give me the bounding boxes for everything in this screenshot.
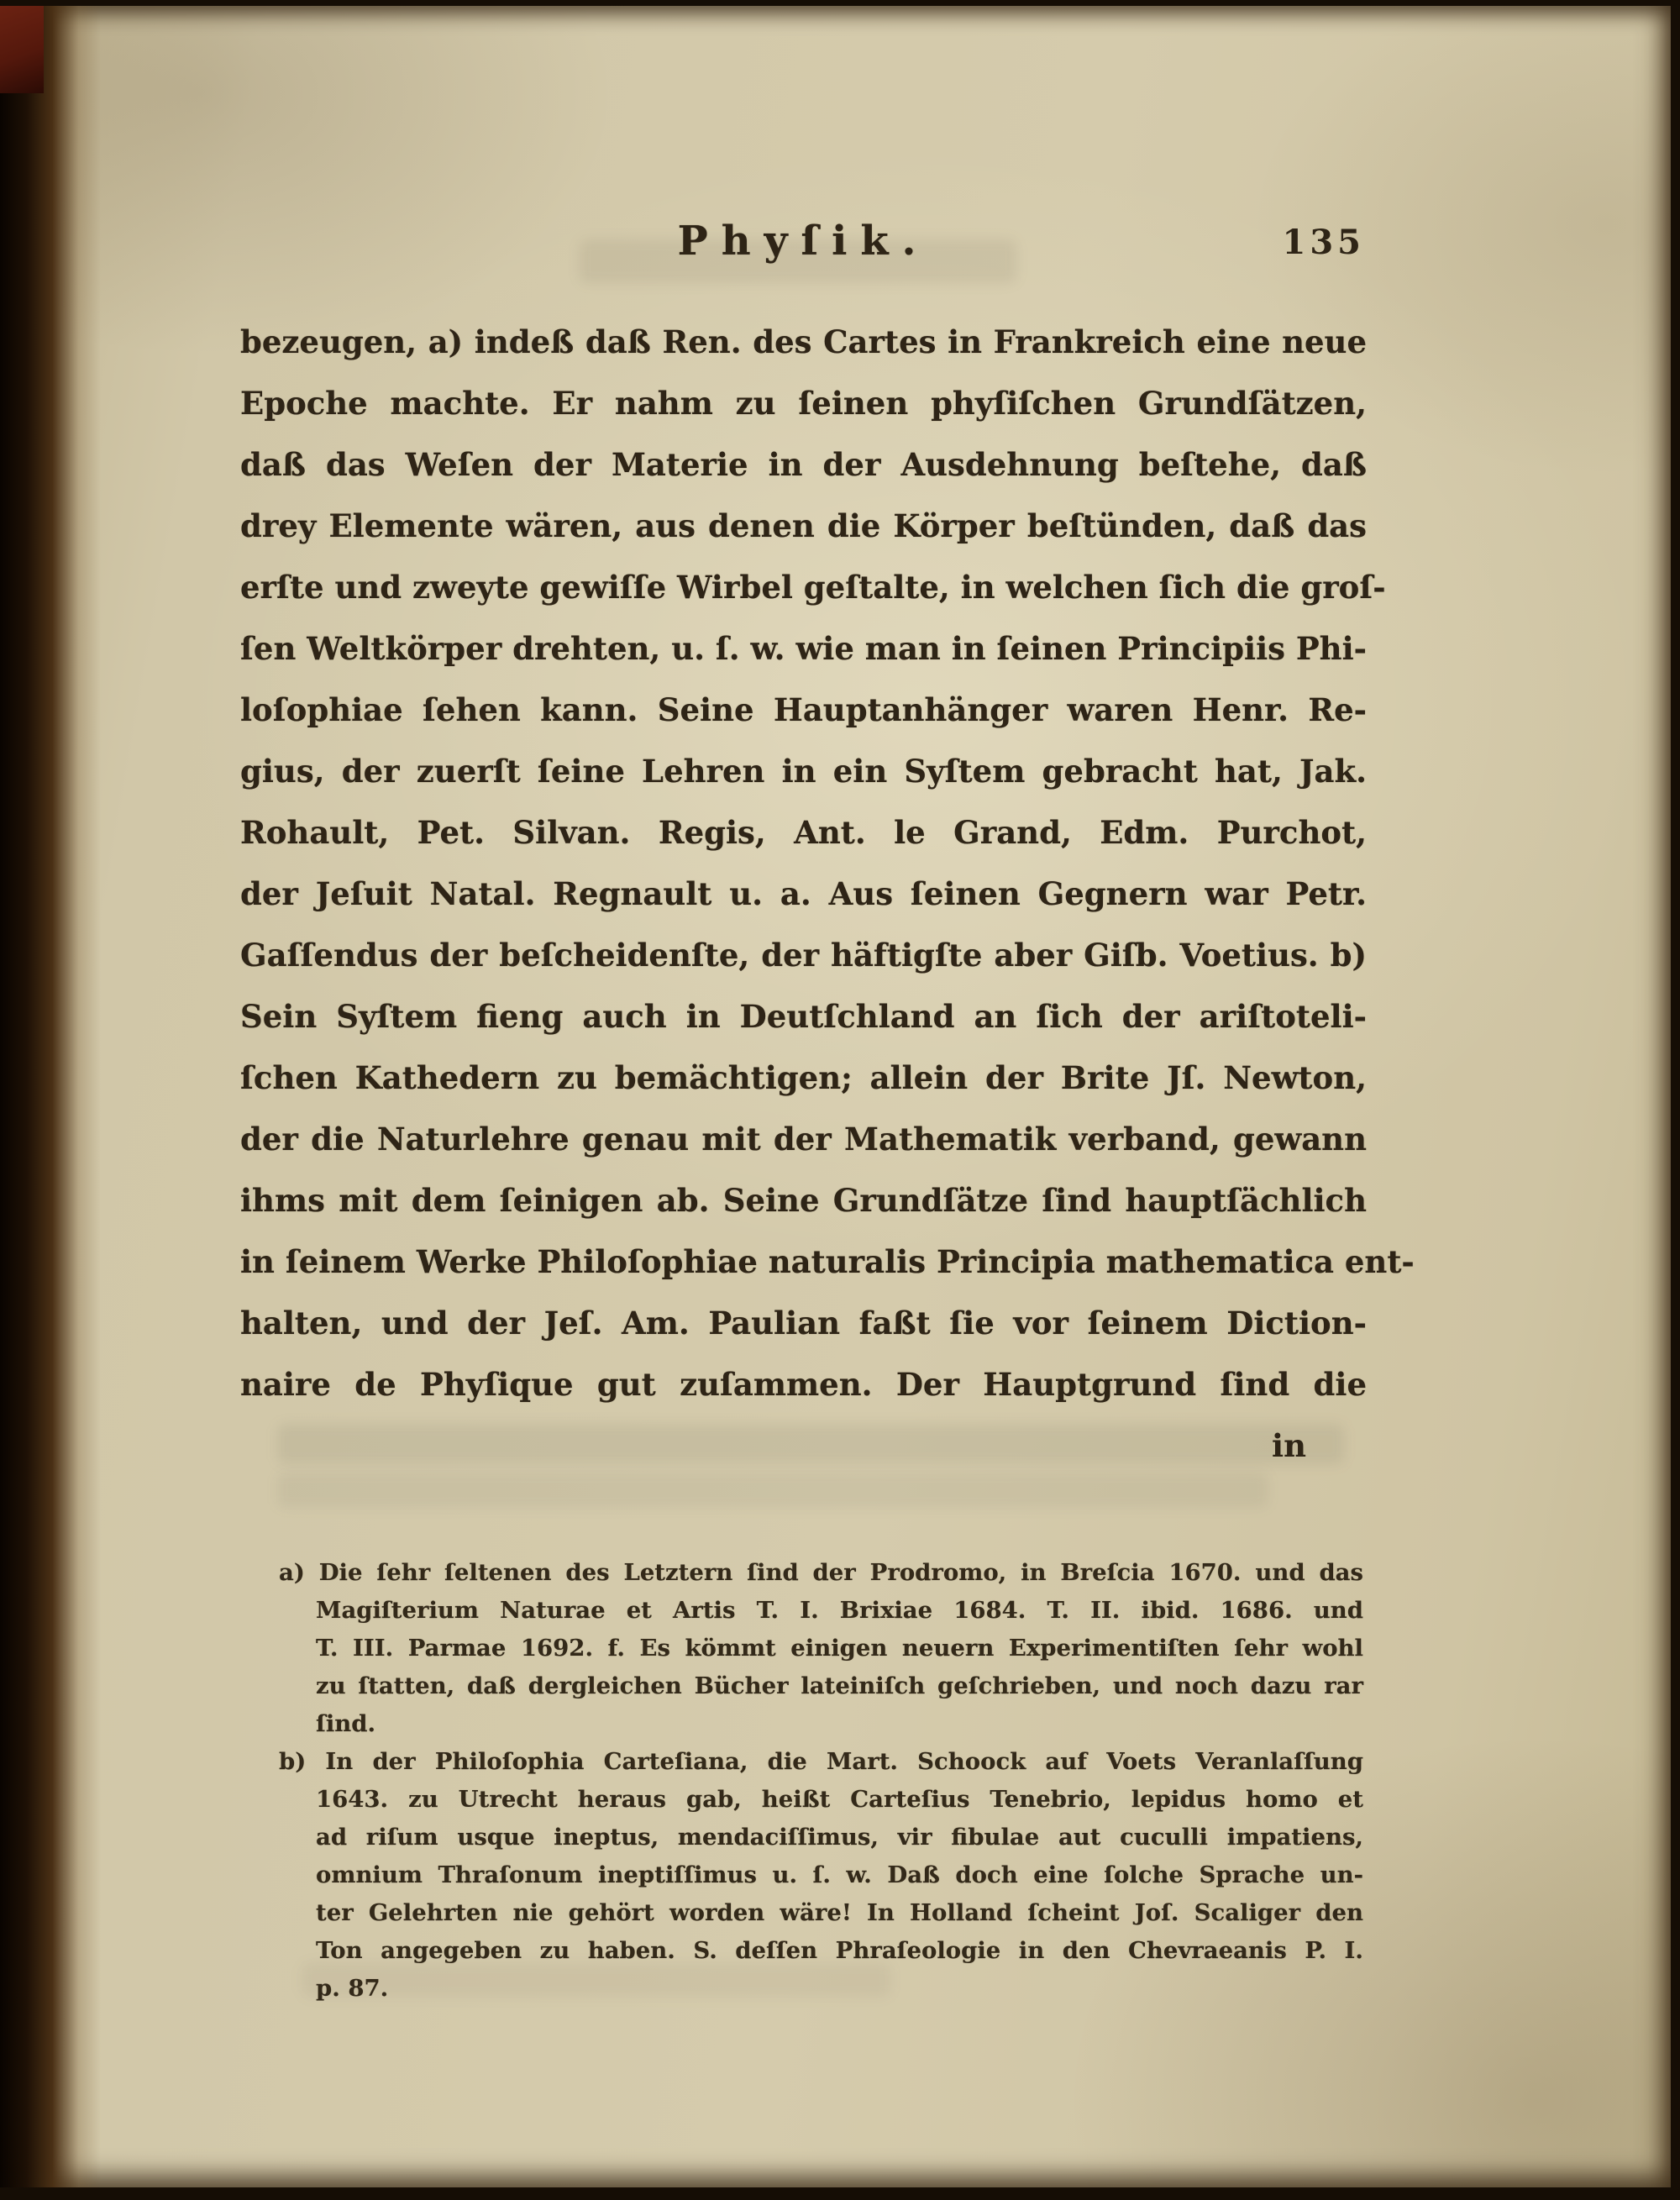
footnote-line: T. III. Parmae 1692. f. Es kömmt einigen neuern Experimentiſten ſehr wohl [316, 1635, 1363, 1662]
body-line: loſophiae ſehen kann. Seine Hauptanhänger waren Henr. Re- [240, 691, 1367, 728]
footnote-line: zu ſtatten, daß dergleichen Bücher lateiniſch geſchrieben, und noch dazu rar ſind. [316, 1672, 1363, 1737]
footnotes [279, 1554, 1363, 2008]
footnote-line: Magiſterium Naturae et Artis T. I. Brixiae 1684. T. II. ibid. 1686. und [316, 1597, 1363, 1624]
body-line: drey Elemente wären, aus denen die Körper beſtünden, daß das [240, 507, 1367, 544]
footnote-a [279, 1554, 1363, 1743]
book-cover-corner [0, 6, 44, 93]
body-line: halten, und der Jeſ. Am. Paulian faßt ſie vor ſeinem Diction- [240, 1305, 1367, 1342]
body-line: der Jeſuit Natal. Regnault u. a. Aus ſeinen Gegnern war Petr. [240, 875, 1367, 912]
body-text [240, 312, 1415, 1415]
running-title: Phyſik. [677, 218, 930, 265]
catchword-row [240, 1415, 1367, 1477]
body-line: bezeugen, a) indeß daß Ren. des Cartes in Frankreich eine neue [240, 323, 1367, 360]
footnote-line: ad riſum usque ineptus, mendaciſſimus, vir fibulae aut cuculli impatiens, [316, 1824, 1363, 1851]
footnote-line: Ton angegeben zu haben. S. deſſen Phraſeologie in den Chevraeanis P. I. [316, 1937, 1363, 1964]
body-line: Rohault, Pet. Silvan. Regis, Ant. le Grand, Edm. Purchot, [240, 814, 1367, 851]
scanned-page [0, 6, 1671, 2187]
text-column [240, 6, 1415, 2008]
body-line: erſte und zweyte gewiſſe Wirbel geſtalte, in welchen ſich die groſ- [240, 569, 1386, 606]
footnote-line: ter Gelehrten nie gehört worden wäre! In Holland ſcheint Joſ. Scaliger den [316, 1899, 1363, 1926]
body-line: naire de Phyſique gut zuſammen. Der Hauptgrund ſind die [240, 1366, 1367, 1403]
body-line: in ſeinem Werke Philoſophiae naturalis Principia mathematica ent- [240, 1243, 1415, 1280]
page-number: 135 [1282, 223, 1365, 262]
body-line: Gaſſendus der beſcheidenſte, der häftigſte aber Giſb. Voetius. b) [240, 937, 1367, 974]
body-line: der die Naturlehre genau mit der Mathematik verband, gewann [240, 1121, 1367, 1158]
body-line: gius, der zuerſt ſeine Lehren in ein Syſtem gebracht hat, Jak. [240, 753, 1367, 790]
footnote-line: a) Die ſehr ſeltenen des Letztern ſind der Prodromo, in Breſcia 1670. und das [279, 1559, 1363, 1586]
body-line: Epoche machte. Er nahm zu ſeinen phyſiſchen Grundſätzen, [240, 385, 1367, 422]
footnote-b [279, 1743, 1363, 2008]
book-binding [0, 6, 101, 2187]
body-line: Sein Syſtem fieng auch in Deutſchland an ſich der ariſtoteli- [240, 998, 1367, 1035]
catchword: in [1272, 1427, 1306, 1464]
page-header [240, 218, 1367, 273]
body-line: ihms mit dem ſeinigen ab. Seine Grundſätze ſind hauptſächlich [240, 1182, 1367, 1219]
body-line: ſen Weltkörper drehten, u. ſ. w. wie man in ſeinen Principiis Phi- [240, 630, 1367, 667]
footnote-line: b) In der Philoſophia Carteſiana, die Mart. Schoock auf Voets Veranlaſſung [279, 1748, 1363, 1775]
body-line: daß das Weſen der Materie in der Ausdehnung beſtehe, daß [240, 446, 1367, 483]
footnote-line: 1643. zu Utrecht heraus gab, heißt Carteſius Tenebrio, lepidus homo et [316, 1786, 1363, 1813]
body-line: ſchen Kathedern zu bemächtigen; allein der Brite Jſ. Newton, [240, 1059, 1367, 1096]
footnote-line: omnium Thraſonum ineptiſſimus u. ſ. w. Daß doch eine ſolche Sprache un- [316, 1861, 1363, 1888]
footnote-line: p. 87. [316, 1975, 389, 2002]
